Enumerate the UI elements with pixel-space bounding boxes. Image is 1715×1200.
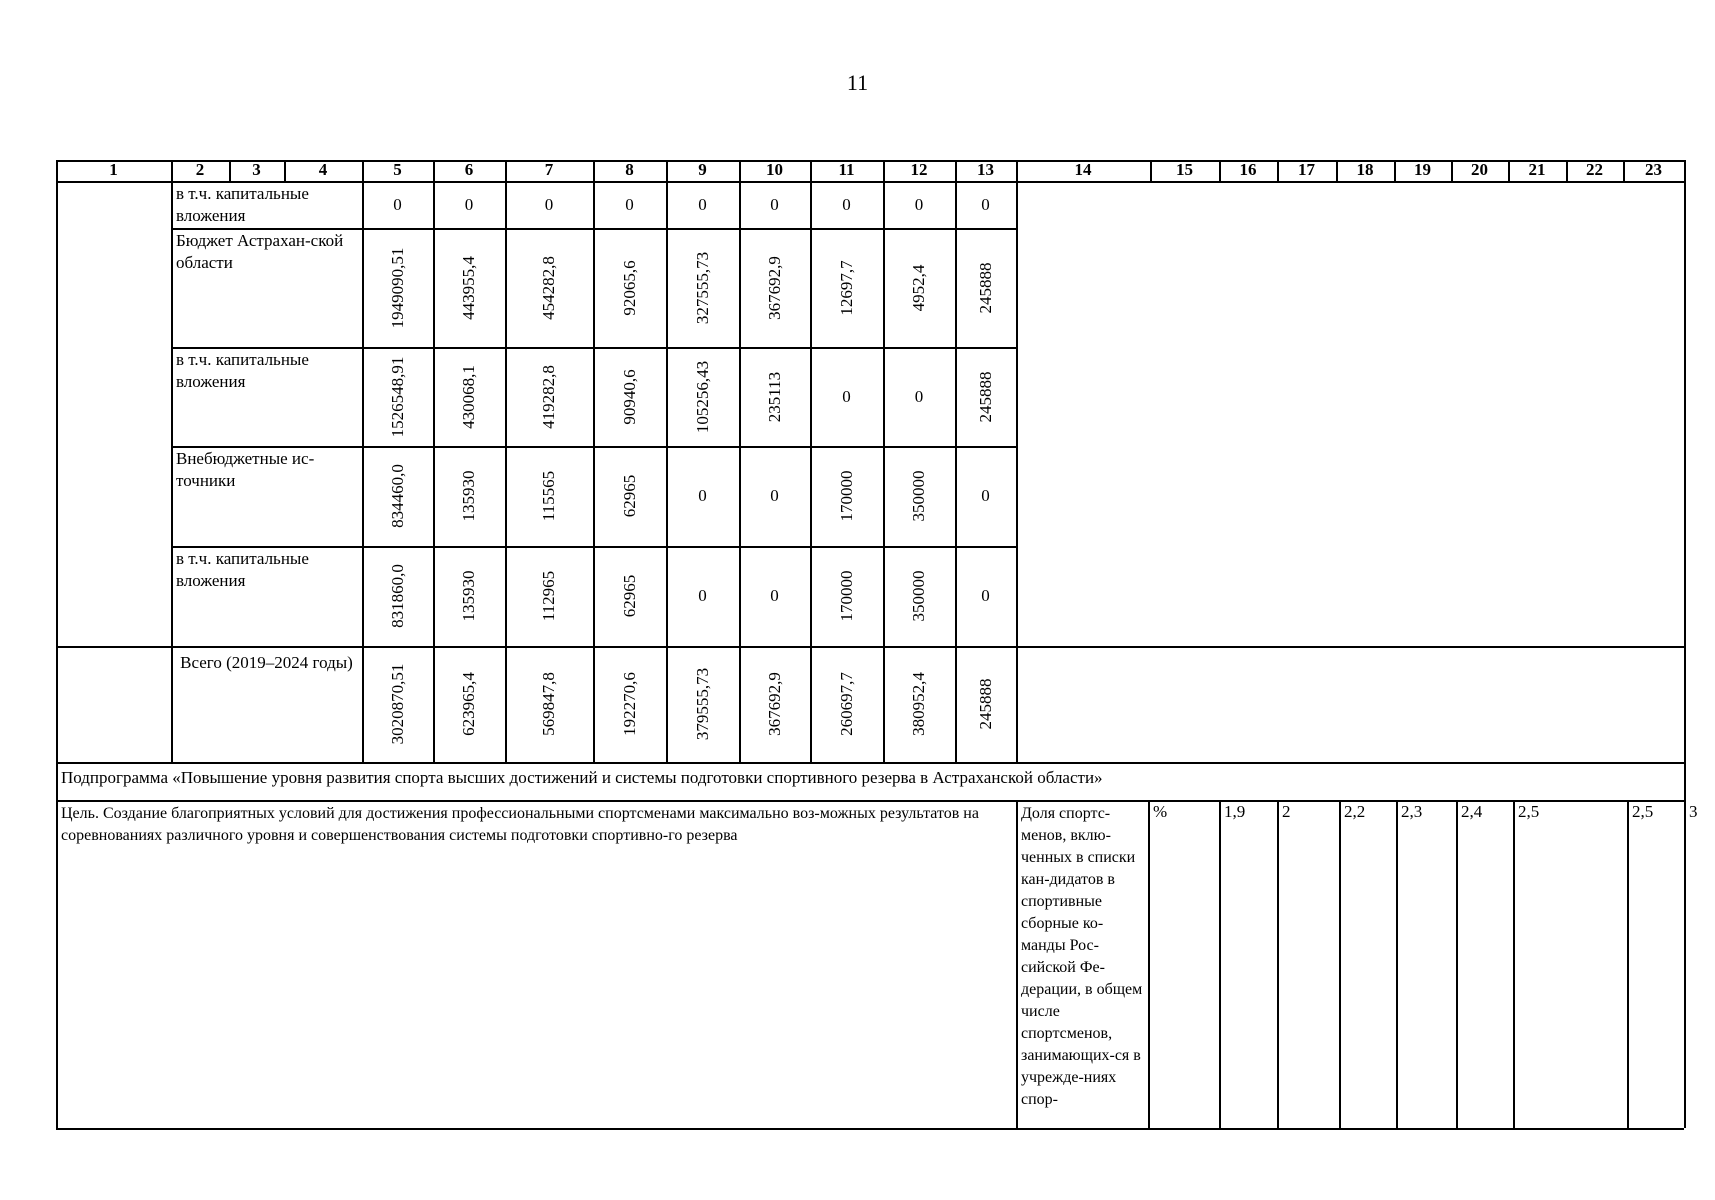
column-border (1277, 800, 1279, 1128)
header-cell: 14 (1074, 160, 1092, 179)
column-border (171, 181, 173, 762)
unit-cell: % (1153, 802, 1168, 821)
value-cell: 380952,4 (909, 672, 928, 736)
funding-source-label: в т.ч. капитальные вложения (176, 184, 309, 225)
value-cell: 245888 (975, 262, 995, 313)
header-cell: 23 (1645, 160, 1662, 179)
value-cell: 3020870,51 (387, 663, 407, 745)
indicator-value-cell: 2,3 (1401, 802, 1423, 821)
value-cell: 92065,6 (619, 259, 639, 316)
indicator-value-cell: 2,2 (1344, 802, 1366, 821)
value-cell: 245888 (975, 371, 995, 422)
value-cell: 235113 (764, 371, 784, 422)
value-cell: 0 (914, 386, 924, 406)
value-cell: 112965 (539, 570, 558, 622)
value-cell: 12697,7 (836, 259, 856, 316)
value-cell: 62965 (619, 474, 639, 518)
header-cell: 5 (393, 160, 402, 179)
value-cell: 0 (770, 486, 779, 505)
value-cell: 0 (625, 194, 634, 214)
indicator-value-cell: 2,4 (1461, 802, 1483, 821)
column-border (1016, 800, 1018, 1128)
header-cell: 6 (464, 160, 474, 179)
indicator-value-cell: 3 (1689, 802, 1698, 821)
column-border (1456, 800, 1458, 1128)
value-cell: 1949090,51 (387, 247, 407, 328)
value-cell: 115565 (539, 470, 558, 522)
column-border (505, 181, 507, 762)
page-number: 11 (846, 70, 869, 95)
indicator-text: Доля спортс-менов, вклю-ченных в списки кан-дидатов в спортивные сборные ко-манды Рос-сийской Фе-дерации, в общем числе спортсменов, занимающих-ся в учрежде-ниях спор- (1021, 805, 1143, 1108)
value-cell: 0 (842, 194, 851, 214)
indicator-value-cell: 1,9 (1224, 802, 1246, 821)
goal-text: Цель. Создание благоприятных условий для достижения профессиональными спортсменами максимально воз-можных результатов на соревнованиях различного уровня и совершенствования системы подготовки спортивно-го резерва (61, 805, 979, 844)
column-border (1627, 800, 1629, 1128)
value-cell: 0 (544, 194, 554, 214)
header-cell: 3 (252, 160, 261, 179)
value-cell: 135930 (459, 570, 478, 622)
funding-source-label: Бюджет Астрахан-ской области (176, 231, 344, 272)
value-cell: 350000 (909, 570, 928, 622)
value-cell: 350000 (909, 470, 928, 522)
header-cell: 7 (544, 160, 554, 179)
indicator-value-cell: 2,5 (1518, 802, 1540, 821)
value-cell: 245888 (975, 678, 995, 730)
column-border (1396, 800, 1398, 1128)
header-cell: 12 (910, 160, 928, 179)
value-cell: 367692,9 (764, 255, 784, 320)
header-cell: 21 (1528, 160, 1546, 179)
table-bottom-border (56, 1128, 1684, 1130)
header-cell: 22 (1586, 160, 1603, 179)
value-cell: 0 (981, 194, 990, 214)
value-cell: 327555,73 (692, 251, 712, 324)
value-cell: 454282,8 (539, 255, 558, 320)
header-cell: 9 (698, 160, 707, 179)
column-border (1339, 800, 1341, 1128)
value-cell: 831860,0 (387, 564, 407, 628)
value-cell: 379555,73 (692, 667, 712, 741)
row-border (56, 800, 1684, 802)
funding-source-label: Внебюджетные ис-точники (176, 449, 315, 490)
value-cell: 105256,43 (692, 360, 712, 433)
value-cell: 0 (770, 586, 779, 605)
value-cell: 90940,6 (619, 368, 639, 425)
header-cell: 1 (109, 160, 118, 179)
column-border (1219, 800, 1221, 1128)
value-cell: 260697,7 (836, 672, 856, 736)
value-cell: 834460,0 (387, 464, 407, 528)
header-cell: 17 (1298, 160, 1315, 179)
value-cell: 0 (770, 194, 779, 214)
value-cell: 0 (698, 586, 707, 605)
value-cell: 170000 (836, 470, 856, 522)
subprogram-title: Подпрограмма «Повышение уровня развития спорта высших достижений и системы подготовки спортивного резерва в Астраханской области» (61, 768, 1103, 787)
value-cell: 170000 (836, 570, 856, 622)
column-border (739, 181, 741, 762)
value-cell: 1526548,91 (387, 356, 407, 437)
value-cell: 623965,4 (459, 672, 478, 736)
row-border (56, 646, 1684, 648)
column-border (433, 181, 435, 762)
header-cell: 18 (1356, 160, 1374, 179)
header-cell: 11 (838, 160, 855, 179)
header-cell: 8 (625, 160, 634, 179)
value-cell: 62965 (619, 574, 639, 618)
funding-source-label: в т.ч. капитальные вложения (176, 549, 309, 590)
value-cell: 0 (698, 194, 707, 214)
row-border (56, 762, 1684, 764)
total-label: Всего (2019–2024 годы) (180, 653, 353, 672)
value-cell: 0 (393, 194, 402, 214)
value-cell: 367692,9 (764, 672, 784, 736)
value-cell: 569847,8 (539, 672, 558, 736)
header-cell: 20 (1471, 160, 1488, 179)
header-cell: 4 (318, 160, 328, 179)
column-border (883, 181, 885, 762)
value-cell: 0 (981, 486, 990, 505)
header-cell: 15 (1176, 160, 1193, 179)
header-cell: 10 (766, 160, 783, 179)
column-border (810, 181, 812, 762)
value-cell: 443955,4 (459, 255, 478, 320)
value-cell: 4952,4 (909, 264, 928, 311)
value-cell: 0 (464, 194, 474, 214)
value-cell: 0 (914, 194, 924, 214)
indicator-value-cell: 2,5 (1632, 802, 1654, 821)
column-border (593, 181, 595, 762)
column-border (1684, 800, 1686, 1128)
column-border (1148, 800, 1150, 1128)
value-cell: 135930 (459, 470, 478, 522)
value-cell: 430068,1 (459, 364, 478, 429)
column-border (362, 181, 364, 762)
value-cell: 419282,8 (539, 364, 558, 429)
column-border (1016, 181, 1018, 762)
header-cell: 16 (1239, 160, 1257, 179)
value-cell: 0 (981, 586, 990, 605)
header-cell: 13 (977, 160, 994, 179)
value-cell: 192270,6 (619, 672, 639, 736)
table-left-border (56, 160, 58, 1128)
column-border (666, 181, 668, 762)
funding-source-label: в т.ч. капитальные вложения (176, 350, 309, 391)
indicator-value-cell: 2 (1282, 802, 1291, 821)
value-cell: 0 (698, 486, 707, 505)
value-cell: 0 (842, 386, 851, 406)
column-border (1513, 800, 1515, 1128)
column-border (955, 181, 957, 762)
header-cell: 19 (1414, 160, 1431, 179)
header-cell: 2 (195, 160, 205, 179)
